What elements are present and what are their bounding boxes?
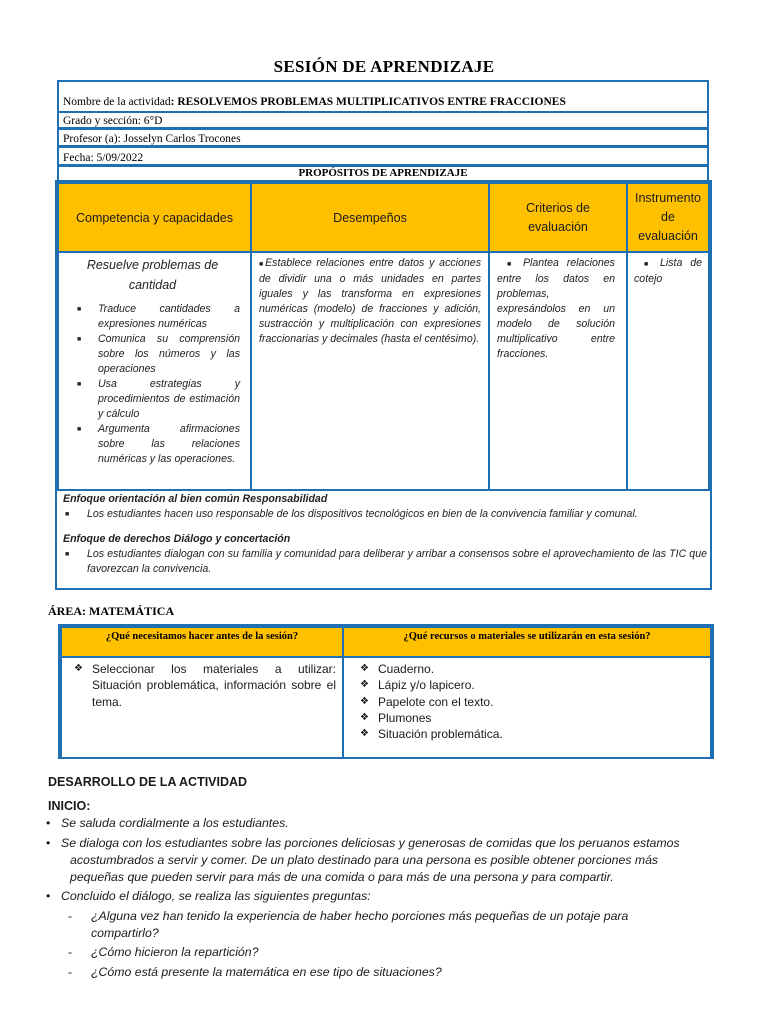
enfoque-1 xyxy=(63,492,707,522)
bullet-dot: • xyxy=(46,816,51,830)
question-text: ¿Cómo está presente la matemática en ese tipo de situaciones? xyxy=(91,965,442,979)
recurso-item: ❖ Situación problemática. xyxy=(358,726,704,742)
question-text: ¿Alguna vez han tenido la experiencia de haber hecho porciones más pequeñas de un potaje para xyxy=(91,909,629,923)
activity-name-label: Nombre de la actividad xyxy=(63,96,171,108)
criterio-body: Plantea relaciones entre los datos en problemas, expresándolos en un modelo de solución multiplicativo entre fracciones. xyxy=(497,257,615,360)
recurso-item: ❖ Papelote con el texto. xyxy=(358,694,704,710)
question-text: ¿Cómo hicieron la repartición? xyxy=(91,945,259,959)
bullet-dot: • xyxy=(46,836,51,850)
criterio-text: ■ Plantea relaciones entre los datos en problemas, expresándolos en un modelo de solución multiplicativo entre fracciones. xyxy=(497,257,615,360)
inicio-bullet-3 xyxy=(46,888,736,905)
desempeno-cell xyxy=(250,253,490,491)
dash-marker: - xyxy=(68,909,73,923)
area-title: ÁREA: MATEMÁTICA xyxy=(48,604,175,618)
desarrollo-title: DESARROLLO DE LA ACTIVIDAD xyxy=(48,775,248,789)
antes-list xyxy=(72,661,336,710)
recurso-item: ❖ Cuaderno. xyxy=(358,661,704,677)
grade-row: Grado y sección: 6°D xyxy=(57,111,709,129)
question-3 xyxy=(68,964,738,981)
competencia-title: Resuelve problemas de cantidad xyxy=(86,258,219,292)
dash-marker: - xyxy=(68,945,73,959)
area-table xyxy=(58,624,714,759)
header-competencia: Competencia y capacidades xyxy=(57,182,252,253)
header-desempenos: Desempeños xyxy=(250,182,490,253)
enfoque-2 xyxy=(63,532,707,577)
desempeno-text: ■Establece relaciones entre datos y acciones de dividir una o más unidades en partes iguales y las transforma en expresiones numéricas (modelo) de fracciones y adición, sustracción y multiplicación con expresiones fraccionarias y decimales (hasta el centésimo). xyxy=(259,257,481,345)
recurso-item: ❖ Lápiz y/o lapicero. xyxy=(358,677,704,693)
enfoque-text: ■ Los estudiantes hacen uso responsable de los dispositivos tecnológicos en bien de la convivencia familiar y comunal. xyxy=(63,507,707,522)
inicio-bullet-1 xyxy=(46,815,736,832)
enfoque-title: Enfoque de derechos Diálogo y concertación xyxy=(63,533,291,545)
propositos-title: PROPÓSITOS DE APRENDIZAJE xyxy=(57,165,709,182)
recurso-item: ❖ Plumones xyxy=(358,710,704,726)
activity-name-sep: : xyxy=(170,96,178,108)
capacidad-item: ■ Comunica su comprensión sobre los números y las operaciones xyxy=(65,332,240,377)
activity-name-value: RESOLVEMOS PROBLEMAS MULTIPLICATIVOS ENTRE FRACCIONES xyxy=(177,96,566,108)
inicio-heading: INICIO: xyxy=(48,799,91,813)
instrumento-text: ■ Lista de cotejo xyxy=(634,257,702,285)
date-row: Fecha: 5/09/2022 xyxy=(57,146,709,166)
capacidad-item: ■ Traduce cantidades a expresiones numéricas xyxy=(65,302,240,332)
desempeno-body: Establece relaciones entre datos y acciones de dividir una o más unidades en partes iguales y las transforma en expresiones numéricas (modelo) de fracciones y adición, sustracción y multiplicación con expresiones fraccionarias y decimales (hasta el centésimo). xyxy=(259,257,481,345)
question-text-cont: compartirlo? xyxy=(91,925,159,940)
bullet-text-cont: pequeñas que pueden servir para más de una comida o para más de una persona y para compartir. xyxy=(70,869,614,884)
bullet-text: Concluido el diálogo, se realiza las siguientes preguntas: xyxy=(61,889,371,903)
bullet-text-cont: acostumbrados a servir y comer. De un plato destinado para una persona es posible obtener porciones más xyxy=(70,852,659,867)
antes-item: ❖ Seleccionar los materiales a utilizar: Situación problemática, información sobre el tema. xyxy=(72,661,336,710)
bullet-text: Se saluda cordialmente a los estudiantes. xyxy=(61,816,289,830)
page-title: SESIÓN DE APRENDIZAJE xyxy=(273,57,495,76)
bullet-text: Se dialoga con los estudiantes sobre las porciones deliciosas y generosas de comidas que los peruanos estamos xyxy=(61,836,680,850)
header-instrumento: Instrumento de evaluación xyxy=(626,182,710,253)
capacidad-item: ■ Usa estrategias y procedimientos de estimación y cálculo xyxy=(65,377,240,422)
inicio-bullet-2 xyxy=(46,835,736,885)
propositos-table xyxy=(55,180,712,590)
enfoque-title: Enfoque orientación al bien común Responsabilidad xyxy=(63,493,328,505)
dash-marker: - xyxy=(68,965,73,979)
instrumento-cell xyxy=(626,253,710,491)
enfoque-text: ■ Los estudiantes dialogan con su familia y comunidad para deliberar y arribar a consensos sobre el aprovechamiento de las TIC que favorezcan la convivencia. xyxy=(63,547,707,577)
capacidades-list xyxy=(65,302,240,467)
header-recursos: ¿Qué recursos o materiales se utilizarán en esta sesión? xyxy=(342,626,712,658)
teacher-row: Profesor (a): Josselyn Carlos Trocones xyxy=(57,128,709,147)
question-2 xyxy=(68,944,738,961)
question-1 xyxy=(68,908,738,942)
recursos-cell xyxy=(342,658,712,759)
recursos-list xyxy=(358,661,704,742)
bullet-dot: • xyxy=(46,889,51,903)
activity-name-row xyxy=(57,80,709,113)
header-criterios: Criterios de evaluación xyxy=(488,182,628,253)
capacidad-item: ■ Argumenta afirmaciones sobre las relaciones numéricas y las operaciones. xyxy=(65,422,240,467)
antes-cell xyxy=(60,658,344,759)
header-antes-sesion: ¿Qué necesitamos hacer antes de la sesión? xyxy=(60,626,344,658)
instrumento-body: Lista de cotejo xyxy=(634,257,702,285)
competencia-cell xyxy=(57,253,252,491)
criterio-cell xyxy=(488,253,628,491)
